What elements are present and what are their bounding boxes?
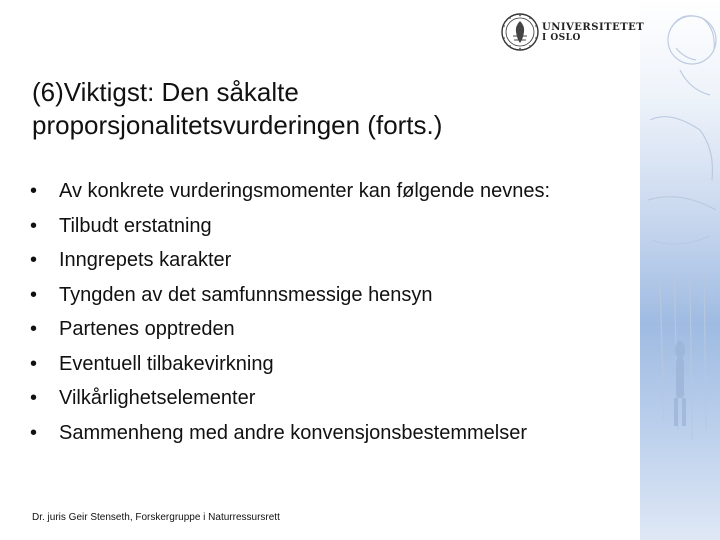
bullet-text: Eventuell tilbakevirkning (59, 352, 274, 375)
title-line-2: proporsjonalitetsvurderingen (forts.) (32, 110, 443, 140)
bullet-text: Vilkårlighetselementer (59, 387, 256, 409)
bullet-text: Tyngden av det samfunnsmessige hensyn (59, 283, 433, 306)
bullet-icon: • (30, 249, 38, 271)
bullet-list (30, 180, 630, 456)
logo-line-1: UNIVERSITETET (542, 22, 645, 33)
slide-footer: Dr. juris Geir Stenseth, Forskergruppe i Naturressursrett (32, 512, 280, 523)
bullet-item (30, 318, 630, 341)
bullet-text: Sammenheng med andre konvensjonsbestemmelser (59, 421, 528, 444)
bullet-item (30, 387, 630, 410)
title-line-1: (6)Viktigst: Den såkalte (32, 77, 299, 107)
bullet-item (30, 249, 630, 272)
bullet-item (30, 422, 630, 445)
bullet-text: Tilbudt erstatning (59, 214, 212, 237)
bullet-text: Partenes opptreden (59, 318, 235, 340)
bullet-icon: • (30, 387, 38, 409)
bullet-item (30, 284, 630, 307)
university-logo (500, 12, 645, 54)
bullet-item (30, 215, 630, 238)
logo-wordmark (542, 22, 644, 44)
bullet-text: Inngrepets karakter (59, 249, 232, 271)
statue-graphic (640, 0, 720, 540)
bullet-icon: • (30, 283, 38, 306)
bullet-icon: • (30, 180, 38, 202)
slide-title (32, 76, 622, 142)
bullet-item (30, 353, 630, 376)
bullet-icon: • (30, 318, 38, 340)
bullet-icon: • (30, 352, 38, 375)
decorative-side-strip (640, 0, 720, 540)
university-seal-icon (500, 12, 540, 52)
bullet-text: Av konkrete vurderingsmomenter kan følgende nevnes: (59, 180, 551, 202)
bullet-icon: • (30, 214, 38, 237)
bullet-item (30, 180, 630, 203)
bullet-icon: • (30, 421, 38, 444)
logo-line-2: I OSLO (542, 33, 581, 43)
